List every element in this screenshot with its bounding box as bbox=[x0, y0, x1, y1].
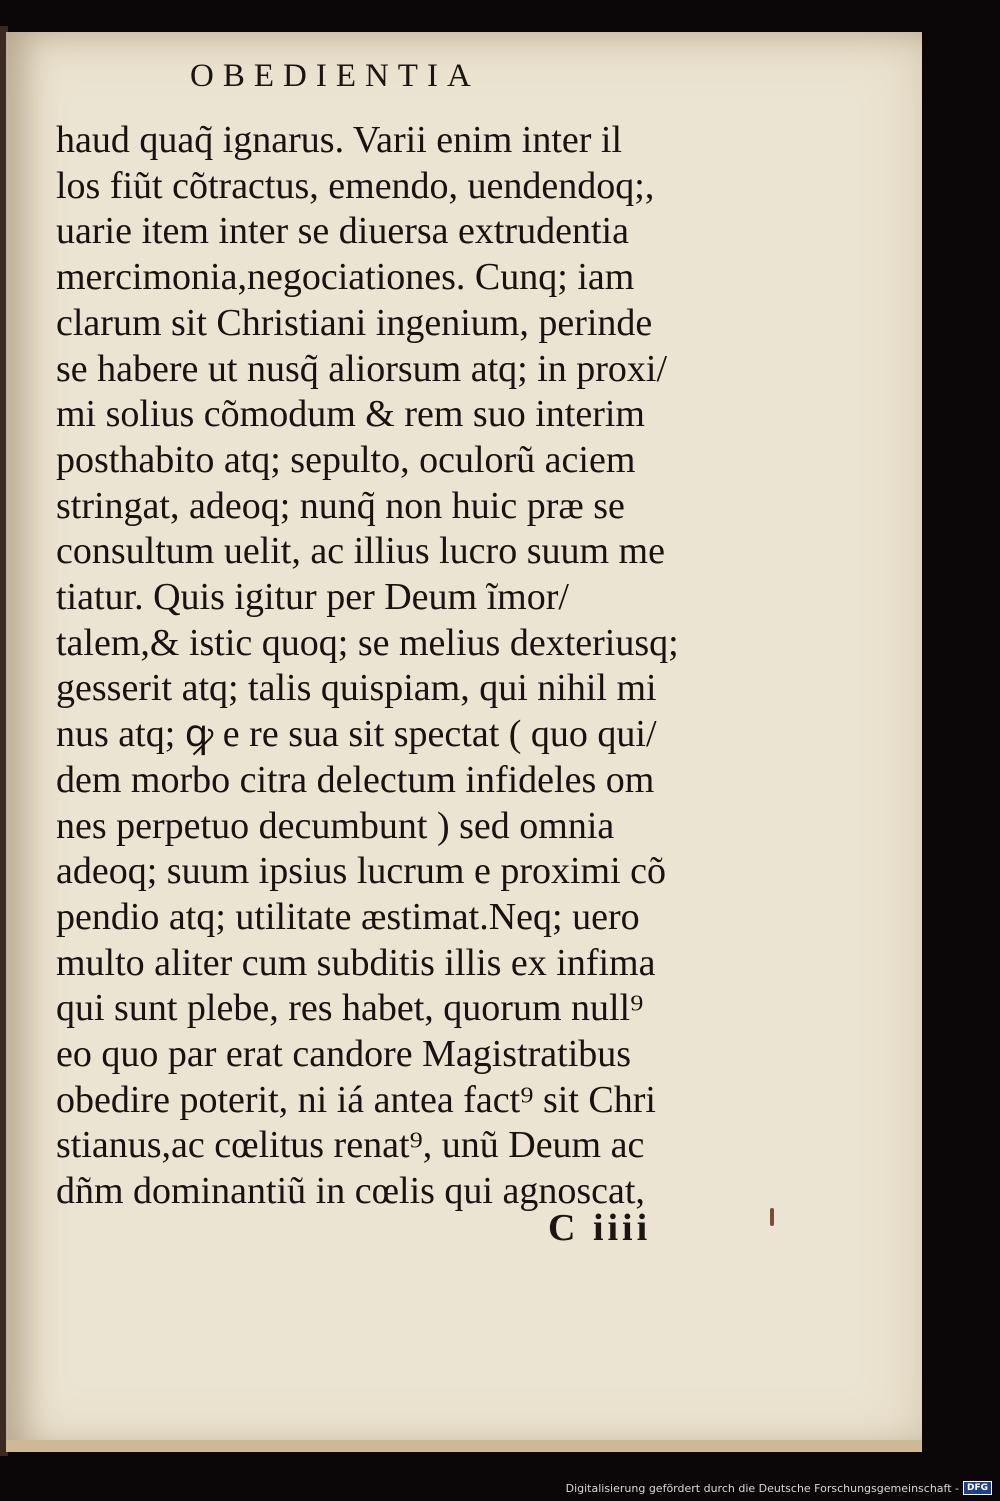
signature-mark: C iiii bbox=[548, 1207, 652, 1249]
text-line: obedire poterit, ni iá antea fact⁹ sit Chri bbox=[56, 1078, 656, 1121]
text-line: qui sunt plebe, res habet, quorum null⁹ bbox=[56, 987, 644, 1030]
text-line: nes perpetuo decumbunt ) sed omnia bbox=[56, 804, 615, 847]
text-line: stringat, adeoq; nunq̃ non huic præ se bbox=[56, 484, 625, 527]
text-line: mercimonia,negociationes. Cunq; iam bbox=[56, 256, 635, 299]
body-text bbox=[56, 118, 716, 1215]
text-line: dñm dominantiũ in cœlis qui agnoscat, bbox=[56, 1170, 645, 1213]
text-line: haud quaq̃ ignarus. Varii enim inter il bbox=[56, 119, 623, 161]
text-line: dem morbo citra delectum infideles om bbox=[56, 758, 655, 801]
text-line: stianus,ac cœlitus renat⁹, unũ Deum ac bbox=[56, 1124, 645, 1167]
text-line: uarie item inter se diuersa extrudentia bbox=[56, 210, 629, 253]
text-line: adeoq; suum ipsius lucrum e proximi cõ bbox=[56, 850, 667, 893]
running-head: OBEDIENTIA bbox=[190, 58, 480, 94]
page-bottom-edge bbox=[6, 1440, 922, 1452]
text-line: los fiũt cõtractus, emendo, uendendoq;, bbox=[56, 164, 655, 207]
dfg-logo: DFG bbox=[963, 1481, 992, 1495]
text-line: clarum sit Christiani ingenium, perinde bbox=[56, 301, 653, 344]
text-line: consultum uelit, ac illius lucro suum me bbox=[56, 530, 665, 573]
ink-smudge bbox=[770, 1208, 774, 1226]
text-line: nus atq; ꝙ e re sua sit spectat ( quo qui/ bbox=[56, 713, 657, 756]
funding-footer bbox=[566, 1481, 992, 1495]
text-line: se habere ut nusq̃ aliorsum atq; in proxi/ bbox=[56, 347, 668, 390]
text-line: talem,& istic quoq; se melius dexteriusq; bbox=[56, 621, 679, 664]
text-line: gesserit atq; talis quispiam, qui nihil mi bbox=[56, 667, 657, 710]
text-line: posthabito atq; sepulto, oculorũ aciem bbox=[56, 438, 636, 481]
funding-text: Digitalisierung gefördert durch die Deutsche Forschungsgemeinschaft - bbox=[565, 1481, 959, 1495]
text-line: pendio atq; utilitate æstimat.Neq; uero bbox=[56, 895, 640, 938]
text-line: mi solius cõmodum & rem suo interim bbox=[56, 393, 645, 436]
text-line: tiatur. Quis igitur per Deum ĩmor/ bbox=[56, 576, 569, 619]
text-line: multo aliter cum subditis illis ex infima bbox=[56, 941, 656, 984]
text-line: eo quo par erat candore Magistratibus bbox=[56, 1033, 632, 1076]
